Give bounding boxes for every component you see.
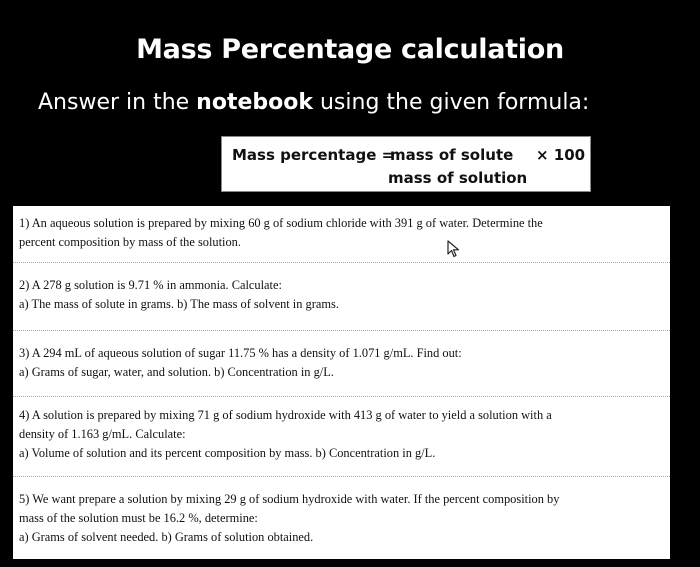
instruction-prefix: Answer in the [38, 90, 197, 115]
divider [13, 396, 670, 397]
divider [13, 476, 670, 477]
formula-box [221, 136, 591, 192]
question-3 [19, 344, 462, 382]
question-line: a) Grams of solvent needed. b) Grams of solution obtained. [19, 530, 314, 544]
page-title: Mass Percentage calculation [136, 34, 564, 65]
formula-lhs: Mass percentage = [232, 146, 395, 164]
instruction-text [38, 90, 589, 115]
question-line: a) Grams of sugar, water, and solution. b) Concentration in g/L. [19, 365, 334, 379]
question-1 [19, 214, 543, 252]
mouse-pointer-icon [447, 240, 461, 258]
question-line: a) Volume of solution and its percent composition by mass. b) Concentration in g/L. [19, 446, 436, 460]
question-2 [19, 276, 339, 314]
divider [13, 262, 670, 263]
question-line: a) The mass of solute in grams. b) The mass of solvent in grams. [19, 297, 339, 311]
question-5 [19, 490, 559, 547]
question-4 [19, 406, 552, 463]
questions-panel [13, 206, 670, 559]
formula-multiplier: × 100 [536, 146, 586, 164]
instruction-emphasis: notebook [196, 90, 313, 115]
question-line: 5) We want prepare a solution by mixing 29 g of sodium hydroxide with water. If the percent composition by [19, 492, 560, 506]
divider [13, 330, 670, 331]
question-line: mass of the solution must be 16.2 %, determine: [19, 511, 258, 525]
question-line: density of 1.163 g/mL. Calculate: [19, 427, 186, 441]
question-line: percent composition by mass of the solution. [19, 235, 241, 249]
question-line: 4) A solution is prepared by mixing 71 g of sodium hydroxide with 413 g of water to yield a solution with a [19, 408, 552, 422]
question-line: 2) A 278 g solution is 9.71 % in ammonia. Calculate: [19, 278, 282, 292]
instruction-suffix: using the given formula: [313, 90, 590, 115]
question-line: 3) A 294 mL of aqueous solution of sugar 11.75 % has a density of 1.071 g/mL. Find out: [19, 346, 462, 360]
question-line: 1) An aqueous solution is prepared by mixing 60 g of sodium chloride with 391 g of water. Determine the [19, 216, 543, 230]
formula-numerator: mass of solute [390, 146, 514, 164]
formula-denominator: mass of solution [388, 169, 528, 187]
